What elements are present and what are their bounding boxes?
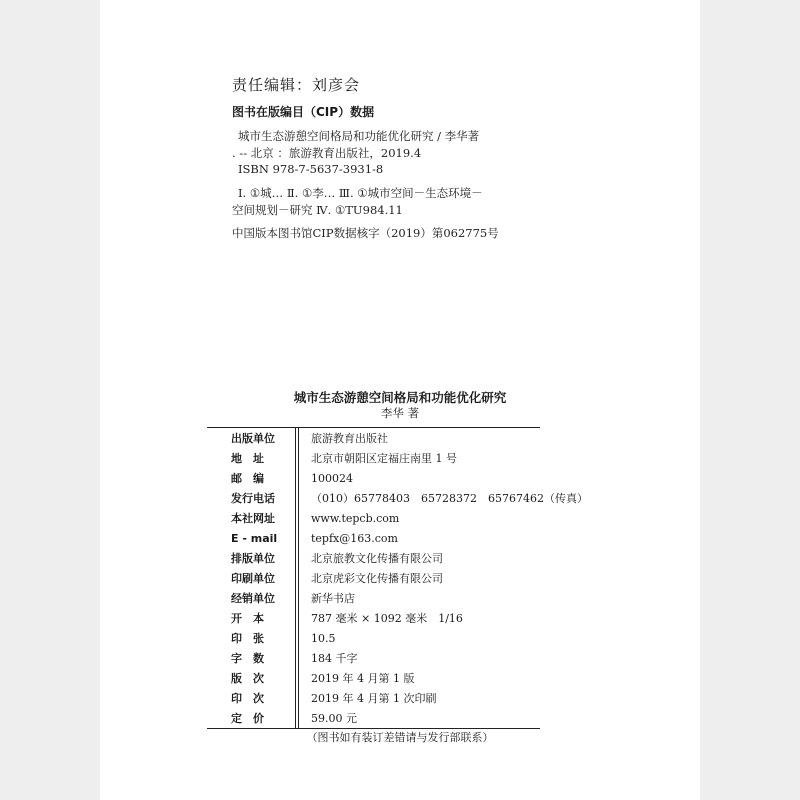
cip-subject-line: Ⅰ. ①城… Ⅱ. ①李… Ⅲ. ①城市空间－生态环境－ [238,186,483,200]
info-row-label: 出版单位 [231,432,275,445]
book-title: 城市生态游憩空间格局和功能优化研究 [293,390,507,405]
cip-isbn-line: ISBN 978-7-5637-3931-8 [238,162,384,176]
info-row-value: tepfx@163.com [311,532,398,545]
info-row [207,509,540,529]
info-row-label: 发行电话 [231,492,275,505]
info-row [207,569,540,589]
info-row-label: 本社网址 [231,512,275,525]
info-row-value: 2019 年 4 月第 1 次印刷 [311,692,437,705]
info-row-label: 开 本 [231,612,264,625]
info-row [207,589,540,609]
info-row-value: 北京虎彩文化传播有限公司 [311,572,443,585]
info-row-value: 59.00 元 [311,712,357,725]
info-row [207,549,540,569]
info-row [207,429,540,449]
info-row-label: E - mail [231,532,278,545]
info-row-label: 版 次 [231,672,264,685]
info-row-value: 10.5 [311,632,336,645]
info-row [207,609,540,629]
info-row-value: 184 千字 [311,652,358,665]
cip-publisher-line: . -- 北京 ：旅游教育出版社，2019.4 [232,146,422,160]
info-row-label: 排版单位 [231,552,275,565]
info-row-label: 邮 编 [231,472,264,485]
info-row [207,449,540,469]
author-line: 李华 著 [380,406,420,420]
cip-classification-line: 空间规划－研究 Ⅳ. ①TU984.11 [232,203,403,217]
info-row [207,469,540,489]
info-row-label: 字 数 [231,652,264,665]
footnote: （图书如有装订差错请与发行部联系） [306,731,494,744]
info-row-value: （010）65778403 65728372 65767462（传真） [311,492,588,505]
info-row [207,689,540,709]
info-row-label: 印 次 [231,692,264,705]
info-row-label: 定 价 [231,712,264,725]
info-row [207,629,540,649]
info-row-value: 旅游教育出版社 [311,432,388,445]
info-row-value: 100024 [311,472,353,485]
info-row-label: 地 址 [231,452,264,465]
info-row-value: 新华书店 [311,592,355,605]
info-row-value: 787 毫米 × 1092 毫米 1/16 [311,612,463,625]
info-row [207,649,540,669]
info-row [207,529,540,549]
info-row-value: 2019 年 4 月第 1 版 [311,672,415,685]
info-row-label: 印 张 [231,632,264,645]
info-row-value: www.tepcb.com [311,512,400,525]
editor-line: 责任编辑：刘彦会 [232,76,361,94]
cip-title-line: 城市生态游憩空间格局和功能优化研究 / 李华著 [238,129,480,143]
info-row-label: 印刷单位 [231,572,275,585]
info-row-label: 经销单位 [231,592,275,605]
info-row-value: 北京市朝阳区定福庄南里 1 号 [311,452,457,465]
info-row [207,709,540,729]
cip-heading: 图书在版编目（CIP）数据 [232,105,375,119]
cip-record-number: 中国版本图书馆CIP数据核字（2019）第062775号 [232,226,499,240]
table-top-rule [207,427,540,428]
info-row [207,489,588,509]
info-row-value: 北京旅教文化传播有限公司 [311,552,443,565]
info-row [207,669,540,689]
